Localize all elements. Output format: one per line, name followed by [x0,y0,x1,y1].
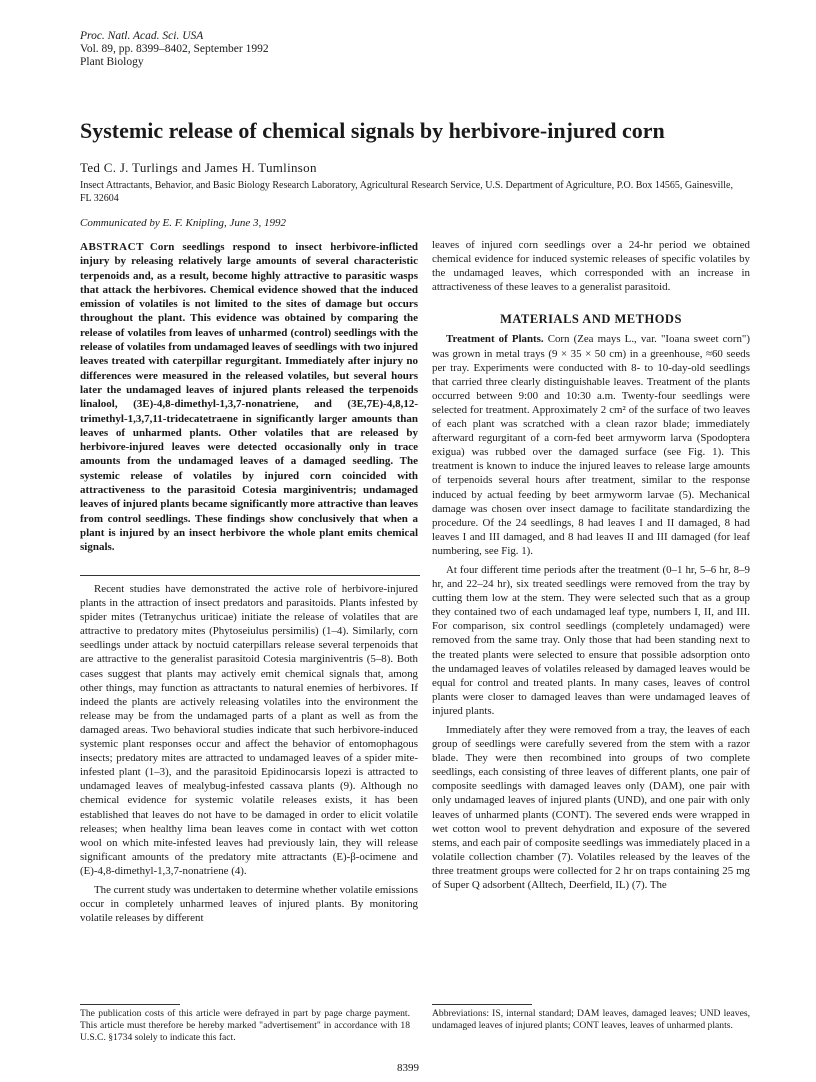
abbreviations: Abbreviations: IS, internal standard; DAM leaves, damaged leaves; UND leaves, undamaged leaves of injured plants; CONT leaves, leaves of unharmed plants. [432,1008,750,1031]
abstract-text: Corn seedlings respond to insect herbivore-inflicted injury by releasing relatively large amounts of several characteristic terpenoids and, as a result, become highly attractive to parasitic wasps that attack the herbivores. Chemical evidence showed that the induced emission of volatiles is not limited to the sites of damage but occurs throughout the plant. This evidence was obtained by comparing the release of volatiles from leaves of unharmed (control) seedlings with the release of volatiles from undamaged leaves of seedlings with two injured leaves treated with caterpillar regurgitant. Immediately after injury no differences were measured in the released volatiles, but several hours later the undamaged leaves of injured plants released the terpenoids linalool, (3E)-4,8-dimethyl-1,3,7-nonatriene, and (3E,7E)-4,8,12-trimethyl-1,3,7,11-tridecatetraene in significantly larger amounts than leaves of unharmed plants. Other volatiles that are released by herbivore-injured leaves were detected occasionally only in trace amounts from the undamaged leaves of a damaged seedling. The systemic release of volatiles by injured corn coincided with attractiveness to the parasitoid Cotesia marginiventris; undamaged leaves of injured plants became significantly more attractive than leaves from control seedlings. These findings show conclusively that when a plant is injured by an insect herbivore the whole plant emits chemical signals. [80,241,418,554]
affiliation: Insect Attractants, Behavior, and Basic Biology Research Laboratory, Agricultural Research Service, U.S. Department of Agriculture, P.O. Box 14565, Gainesville, FL 32604 [80,180,733,204]
methods-paragraph-3: Immediately after they were removed from a tray, the leaves of each group of seedlings were carefully severed from the stem with a razor blade. They were then recombined into groups of two complete seedlings, each consisting of three leaves of different plants, one pair of composite seedlings with damaged leaves only (DAM), one pair with only undamaged leaves of injured plants (UND), and one pair with only leaves of unharmed plants (CONT). The severed ends were wrapped in wet cotton wool to prevent dehydration and exposure of the severed stems, and each pair of composite seedlings was immediately placed in a volatile collection chamber (7). Volatiles released by the leaves of the three treatment groups were collected for 2 hr on traps containing 25 mg of Super Q adsorbent (Alltech, Deerfield, IL) (7). The [432,724,750,892]
author-list: Ted C. J. Turlings and James H. Tumlinson [80,160,317,175]
right-column [432,238,750,892]
footnote-rule [80,1004,180,1005]
journal-volume: Vol. 89, pp. 8399–8402, September 1992 [80,43,269,55]
abstract-label: ABSTRACT [80,241,144,253]
journal-header [80,30,269,69]
methods-heading: MATERIALS AND METHODS [500,312,682,327]
abbreviations-rule [432,1004,532,1005]
page-number: 8399 [397,1062,419,1074]
abstract [80,240,418,555]
methods-paragraph-1-text: Corn (Zea mays L., var. "Ioana sweet corn") was grown in metal trays (9 × 35 × 50 cm) in a greenhouse, ≈60 seeds per tray. Experiments were conducted with 8- to 10-day-old seedlings that carried three clearly distinguishable leaves. Treatment of the plants occurred between 9:00 and 10:30 a.m. Twenty-four seedlings were selected for treatment. Approximately 2 cm² of the surface of two leaves of each plant was scratched with a clean razor blade; immediately afterward regurgitant of a corn-fed beet armyworm larva (Spodoptera exigua) was rubbed over the damaged surface (see Fig. 1). This treatment is known to induce the injured leaves to release large amounts of terpenoids several hours after treatment, similar to the response induced by actual feeding by beet armyworm larvae (5). Mechanical damage was chosen over insect damage to facilitate standardizing the procedure. Of the 24 seedlings, 8 had leaves I and II damaged, 8 had leaves I and III damaged, and 8 had leaves II and III damaged (for leaf numbering, see Fig. 1). [432,333,751,557]
methods-paragraph-2: At four different time periods after the treatment (0–1 hr, 5–6 hr, 8–9 hr, and 22–24 hr), six treated seedlings were removed from the tray by cutting them low at the stem. They were selected such that as a group they contained two of each undamaged leaf type, numbers I, II, and III. For comparison, six control seedlings (completely undamaged) were removed from the same tray. Only those that had been standing next to the treated plants were selected to ensure that possible adsorption onto the undamaged leaves of volatiles released by damaged leaves would be equal for control and treated plants. In many cases, leaves of control plants were closer to damaged leaves than were undamaged leaves of injured plants. [432,563,750,717]
communicated-by: Communicated by E. F. Knipling, June 3, 1992 [80,217,287,229]
methods-paragraph-1 [432,332,750,558]
journal-section: Plant Biology [80,56,144,68]
intro-paragraph-2: The current study was undertaken to determine whether volatile emissions occur in completely unharmed leaves of injured plants. By monitoring volatile releases by different [80,883,418,925]
introduction [80,582,418,925]
publication-footnote: The publication costs of this article were defrayed in part by page charge payment. This article must therefore be hereby marked "advertisement" in accordance with 18 U.S.C. §1734 solely to indicate this fact. [80,1008,410,1043]
journal-name: Proc. Natl. Acad. Sci. USA [80,30,204,42]
abstract-divider [80,575,420,576]
intro-paragraph-1: Recent studies have demonstrated the active role of herbivore-injured plants in the attraction of insect predators and parasitoids. Plants infested by spider mites (Tetranychus uriticae) initiate the release of volatiles that are attractive to predatory mites (Phytoseiulus persimilis) (1–4). Similarly, corn seedlings under attack by noctuid caterpillars release several terpenoids that are attractive to the generalist parasitoid Cotesia marginiventris (5–8). Both cases suggest that plants may actively emit chemical signals that, among other things, may function as attractants to natural enemies of herbivores. If indeed the plants are actively releasing volatiles into the environment the release may be from the undamaged parts of a plant as well as from the damaged areas. Two behavioral studies indicate that such herbivore-induced systemic plant responses occur and affect the behavior of entomophagous insects; predatory mites are attracted to undamaged leaves of a spider mite-infested plant (1–3), and the parasitoid Epidinocarsis lopezi is attracted to undamaged leaves of mealybug-infested cassava plants (9). Although no chemical evidence for systemic volatile releases exists, it has been established that leaves do not have to be damaged in order to elicit volatile releases; when healthy lima bean leaves come in contact with wet cotton wool on which mite-infested leaves had previously lain, they will release significant amounts of the predatory mite attractants (E)-β-ocimene and (E)-4,8-dimethyl-1,3,7-nonatriene (4). [80,583,418,877]
article-title: Systemic release of chemical signals by herbivore-injured corn [80,118,665,143]
intro-continuation: leaves of injured corn seedlings over a 24-hr period we obtained chemical evidence for induced systemic releases of specific volatiles by the undamaged leaves, which corresponded with an increase in attractiveness of these leaves to a generalist parasitoid. [432,239,750,294]
methods-subhead: Treatment of Plants. [446,333,544,346]
